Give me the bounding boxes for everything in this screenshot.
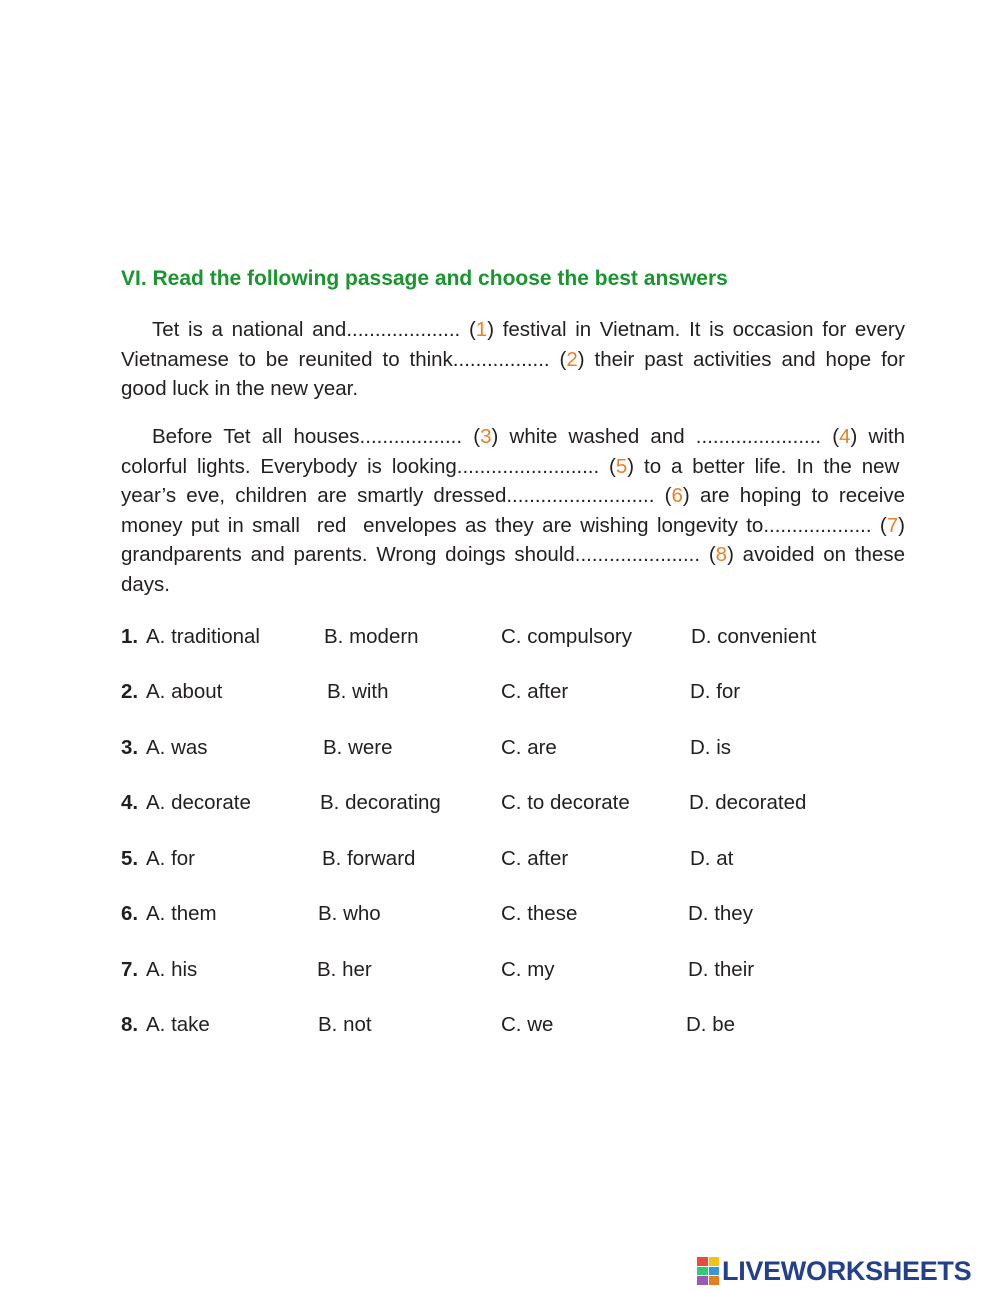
option-c[interactable]: C. after — [501, 847, 569, 870]
option-b[interactable]: B. modern — [324, 625, 419, 648]
passage-text: ) with colorful lights. Everybody is looking......................... ( — [121, 425, 906, 478]
option-c[interactable]: C. compulsory — [501, 625, 633, 648]
passage-text: Tet is a national and.................... ( — [152, 318, 476, 341]
exercise-heading: VI. Read the following passage and choose the best answers — [121, 267, 728, 290]
question-number: 7. — [121, 958, 139, 981]
option-a[interactable]: A. about — [146, 680, 223, 703]
option-a[interactable]: A. was — [146, 736, 208, 759]
passage-text: ) are hoping to receive money put in small red envelopes as they are wishing longevity to................... ( — [121, 484, 906, 537]
question-row — [0, 791, 1000, 821]
blank-number: 4 — [839, 425, 851, 448]
option-a[interactable]: A. them — [146, 902, 217, 925]
option-d[interactable]: D. they — [688, 902, 753, 925]
option-b[interactable]: B. her — [317, 958, 372, 981]
option-d[interactable]: D. be — [686, 1013, 735, 1036]
question-row — [0, 736, 1000, 766]
passage-text: ) white washed and ...................... ( — [491, 425, 840, 448]
option-a[interactable]: A. decorate — [146, 791, 251, 814]
passage-text: Before Tet all houses.................. ( — [152, 425, 481, 448]
option-c[interactable]: C. my — [501, 958, 555, 981]
question-row — [0, 1013, 1000, 1043]
question-row — [0, 680, 1000, 710]
passage-text: ) their past activities and hope for good luck in the new year. — [121, 347, 905, 400]
option-d[interactable]: D. decorated — [689, 791, 807, 814]
blank-number: 7 — [886, 513, 899, 537]
option-c[interactable]: C. to decorate — [501, 791, 630, 814]
passage-text: ) grandparents and parents. Wrong doings should...................... ( — [121, 513, 905, 566]
option-d[interactable]: D. convenient — [691, 625, 817, 648]
option-c[interactable]: C. these — [501, 902, 578, 925]
logo-cube-square — [697, 1257, 708, 1266]
option-c[interactable]: C. after — [501, 680, 569, 703]
passage-paragraph-1 — [121, 315, 905, 404]
option-a[interactable]: A. for — [146, 847, 195, 870]
question-row — [0, 625, 1000, 655]
option-d[interactable]: D. their — [688, 958, 755, 981]
blank-number: 3 — [480, 425, 492, 448]
question-row — [0, 847, 1000, 877]
logo-cube-square — [697, 1276, 708, 1285]
question-number: 6. — [121, 902, 139, 925]
passage-text: ) festival in Vietnam. It is occasion for every Vietnamese to be reunited to think................. ( — [121, 318, 906, 371]
option-b[interactable]: B. were — [323, 736, 393, 759]
question-row — [0, 902, 1000, 932]
liveworksheets-logo — [697, 1254, 971, 1288]
question-number: 1. — [121, 625, 139, 648]
option-b[interactable]: B. with — [327, 680, 389, 703]
blank-number: 2 — [566, 347, 578, 371]
question-number: 5. — [121, 847, 139, 870]
question-number: 3. — [121, 736, 139, 759]
option-d[interactable]: D. for — [690, 680, 741, 703]
option-a[interactable]: A. traditional — [146, 625, 260, 648]
option-d[interactable]: D. is — [690, 736, 731, 759]
question-number: 8. — [121, 1013, 139, 1036]
option-b[interactable]: B. forward — [322, 847, 416, 870]
blank-number: 8 — [715, 543, 728, 566]
option-c[interactable]: C. are — [501, 736, 557, 759]
logo-cube-square — [709, 1257, 720, 1266]
passage-paragraph-2 — [121, 422, 905, 599]
question-number: 4. — [121, 791, 139, 814]
passage-text: ) to a better life. In the new year’s eve, children are smartly dressed.......................... ( — [121, 454, 906, 507]
logo-cube-square — [709, 1276, 720, 1285]
liveworksheets-cube-icon — [697, 1257, 719, 1285]
option-b[interactable]: B. not — [318, 1013, 372, 1036]
option-b[interactable]: B. decorating — [320, 791, 441, 814]
logo-text: LIVEWORKSHEETS — [722, 1255, 972, 1286]
blank-number: 5 — [615, 454, 628, 478]
option-a[interactable]: A. his — [146, 958, 198, 981]
question-row — [0, 958, 1000, 988]
logo-cube-square — [697, 1267, 708, 1276]
option-a[interactable]: A. take — [146, 1013, 210, 1036]
blank-number: 1 — [475, 318, 488, 341]
option-d[interactable]: D. at — [690, 847, 734, 870]
option-b[interactable]: B. who — [318, 902, 381, 925]
logo-cube-square — [709, 1267, 720, 1276]
question-number: 2. — [121, 680, 139, 703]
passage-text: ) avoided on these days. — [121, 543, 905, 596]
option-c[interactable]: C. we — [501, 1013, 554, 1036]
blank-number: 6 — [671, 484, 683, 507]
